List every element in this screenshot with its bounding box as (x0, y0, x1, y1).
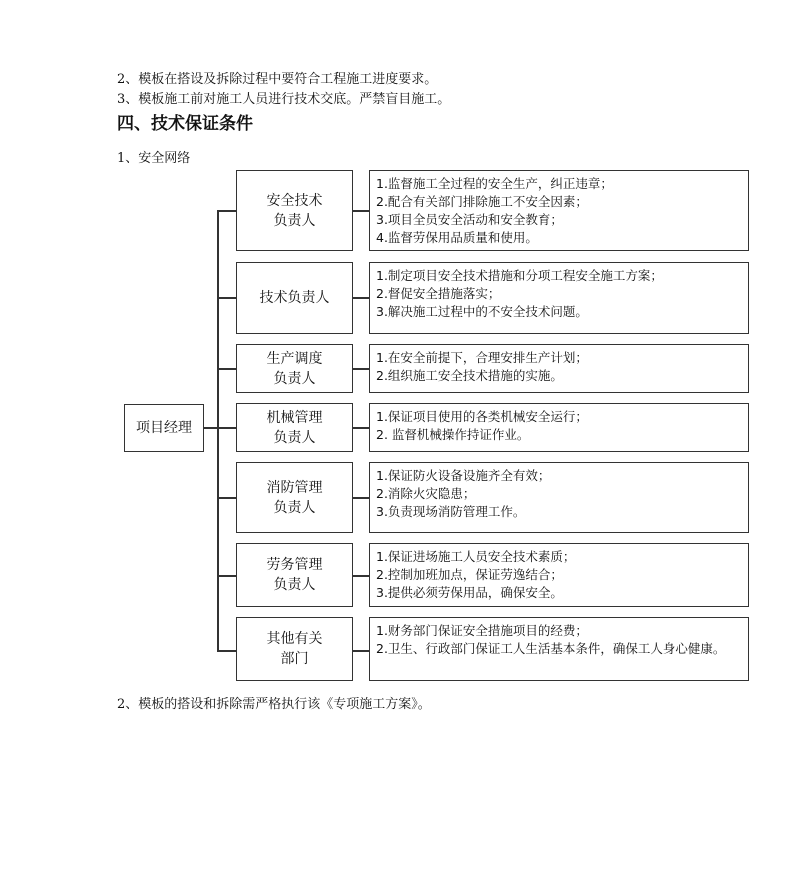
role-label-line1: 其他有关 (266, 631, 323, 647)
role-label-line2: 负责人 (273, 429, 316, 446)
branch-6 (217, 575, 236, 577)
role-box-technical (236, 262, 353, 334)
role-box-other-depts (236, 617, 353, 681)
duty-item: 2.卫生、行政部门保证工人生活基本条件，确保工人身心健康。 (376, 641, 726, 656)
link-2 (353, 297, 369, 299)
branch-1 (217, 210, 236, 212)
duty-item: 2. 监督机械操作持证作业。 (376, 427, 530, 442)
role-label-line2: 负责人 (273, 577, 316, 593)
role-label-line1: 机械管理 (266, 409, 323, 426)
duty-item: 1.在安全前提下，合理安排生产计划； (376, 350, 588, 365)
duty-item: 4.监督劳保用品质量和使用。 (376, 230, 538, 245)
duty-item: 1.保证项目使用的各类机械安全运行； (376, 409, 588, 424)
duty-item: 3.解决施工过程中的不安全技术问题。 (376, 304, 588, 319)
root-connector (204, 427, 218, 429)
paragraph-execution: 2、模板的搭设和拆除需严格执行该《专项施工方案》。 (117, 697, 431, 712)
role-label-line1: 生产调度 (266, 350, 323, 367)
link-3 (353, 368, 369, 370)
role-box-safety-tech (236, 170, 353, 251)
link-4 (353, 427, 369, 429)
section-heading: 四、技术保证条件 (117, 114, 253, 134)
branch-7 (217, 650, 236, 652)
paragraph-progress: 2、模板在搭设及拆除过程中要符合工程施工进度要求。 (117, 72, 438, 87)
trunk-line (217, 210, 219, 650)
branch-5 (217, 497, 236, 499)
duty-item: 3.提供必须劳保用品，确保安全。 (376, 585, 563, 600)
role-label-line2: 负责人 (273, 212, 316, 229)
duty-item: 2.消除火灾隐患； (376, 486, 476, 501)
branch-4 (217, 427, 236, 429)
branch-2 (217, 297, 236, 299)
duty-item: 1.监督施工全过程的安全生产，纠正违章； (376, 176, 613, 191)
duty-item: 1.财务部门保证安全措施项目的经费； (376, 623, 588, 638)
duty-box-fire (369, 462, 749, 533)
duty-box-machinery (369, 403, 749, 452)
role-label-line1: 安全技术 (266, 192, 323, 209)
duty-item: 1.制定项目安全技术措施和分项工程安全施工方案； (376, 268, 663, 283)
role-box-labor (236, 543, 353, 607)
duty-item: 2.配合有关部门排除施工不安全因素； (376, 194, 588, 209)
duty-box-other-depts (369, 617, 749, 681)
duty-item: 2.控制加班加点，保证劳逸结合； (376, 567, 563, 582)
duty-item: 2.组织施工安全技术措施的实施。 (376, 368, 563, 383)
duty-item: 3.项目全员安全活动和安全教育； (376, 212, 563, 227)
role-label-line1: 劳务管理 (266, 557, 323, 573)
duty-item: 1.保证防火设备设施齐全有效； (376, 468, 551, 483)
link-6 (353, 575, 369, 577)
duty-item: 1.保证进场施工人员安全技术素质； (376, 549, 576, 564)
link-1 (353, 210, 369, 212)
duty-item: 3.负责现场消防管理工作。 (376, 504, 526, 519)
role-label-line2: 部门 (280, 651, 309, 667)
duty-box-technical (369, 262, 749, 334)
role-label-line2: 负责人 (273, 499, 316, 516)
role-label-line1: 技术负责人 (259, 290, 330, 306)
subsection-title: 1、安全网络 (117, 151, 191, 166)
root-label: 项目经理 (136, 420, 192, 436)
duty-box-safety-tech (369, 170, 749, 251)
role-label-line1: 消防管理 (266, 479, 323, 496)
role-label-line2: 负责人 (273, 370, 316, 387)
duty-item: 2.督促安全措施落实； (376, 286, 501, 301)
root-box (124, 404, 204, 452)
role-box-machinery (236, 403, 353, 452)
role-box-production (236, 344, 353, 393)
branch-3 (217, 368, 236, 370)
duty-box-production (369, 344, 749, 393)
duty-box-labor (369, 543, 749, 607)
link-5 (353, 497, 369, 499)
link-7 (353, 650, 369, 652)
paragraph-briefing: 3、模板施工前对施工人员进行技术交底。严禁盲目施工。 (117, 92, 451, 107)
role-box-fire (236, 462, 353, 533)
